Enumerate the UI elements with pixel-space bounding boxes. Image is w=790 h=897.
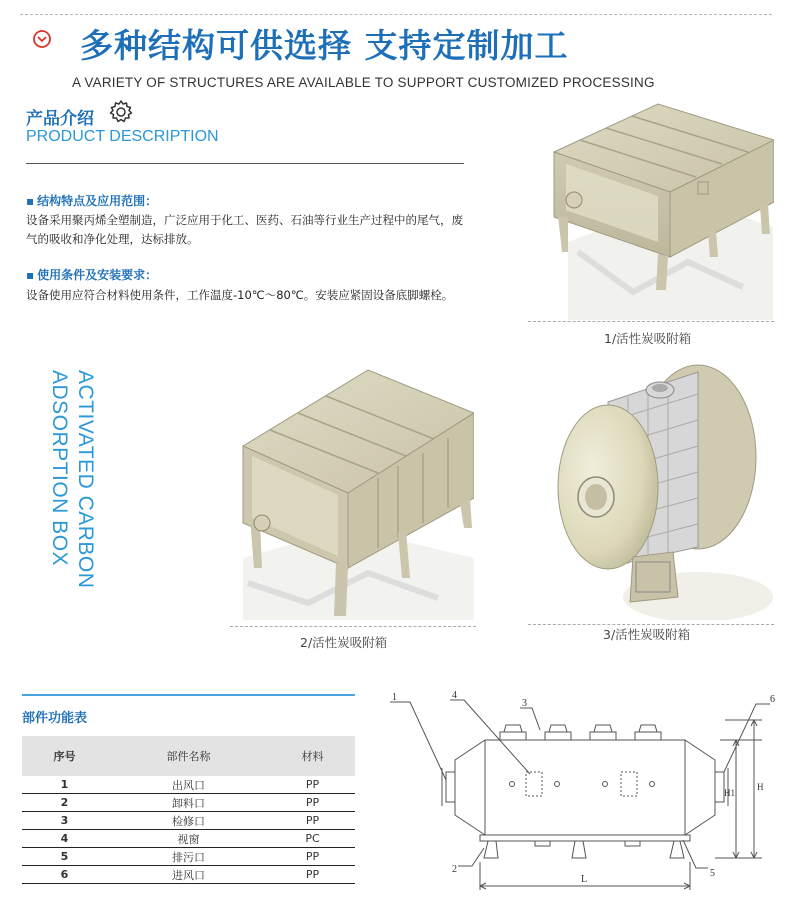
table-divider — [22, 694, 355, 696]
table-row — [22, 848, 355, 866]
caption-line-2 — [230, 626, 476, 627]
parts-table-title: 部件功能表 — [22, 711, 88, 726]
product-description-title-en: PRODUCT DESCRIPTION — [26, 128, 219, 145]
cell-material: PP — [270, 776, 355, 794]
cell-number: 3 — [22, 812, 107, 830]
cell-material: PP — [270, 848, 355, 866]
cell-part-name: 进风口 — [107, 866, 270, 884]
page-title: 多种结构可供选择 支持定制加工 — [80, 26, 569, 65]
callout-3: 3 — [522, 698, 527, 709]
divider — [26, 163, 464, 164]
callout-1: 1 — [392, 692, 397, 703]
dimension-h1-label: H1 — [724, 788, 735, 798]
cell-material: PP — [270, 812, 355, 830]
caption-product-3: 3/活性炭吸附箱 — [603, 627, 691, 642]
vertical-title-line-1: ACTIVATED CARBON — [74, 370, 97, 589]
table-row — [22, 830, 355, 848]
section-title-conditions: ▪ 使用条件及安装要求： — [26, 266, 157, 283]
top-dashed-line — [20, 14, 772, 15]
table-row — [22, 776, 355, 794]
column-header-number: 序号 — [22, 736, 107, 776]
table-row — [22, 812, 355, 830]
cell-part-name: 排污口 — [107, 848, 270, 866]
cell-material: PC — [270, 830, 355, 848]
callout-2: 2 — [452, 864, 457, 875]
product-image-1 — [538, 92, 774, 320]
section-text-structure: 设备采用聚丙烯全塑制造，广泛应用于化工、医药、石油等行业生产过程中的尾气，废气的吸收和净化处理，达标排放。 — [26, 213, 463, 246]
page-subtitle: A VARIETY OF STRUCTURES ARE AVAILABLE TO SUPPORT CUSTOMIZED PROCESSING — [72, 75, 655, 90]
gear-icon — [108, 99, 134, 125]
product-image-2 — [238, 358, 474, 620]
table-row — [22, 794, 355, 812]
chevron-down-circle-icon — [33, 30, 51, 48]
cell-number: 2 — [22, 794, 107, 812]
table-row — [22, 866, 355, 884]
column-header-part-name: 部件名称 — [107, 736, 270, 776]
callout-4: 4 — [452, 690, 457, 701]
cell-number: 6 — [22, 866, 107, 884]
dimension-h-label: H — [757, 782, 764, 792]
cell-part-name: 出风口 — [107, 776, 270, 794]
vertical-title-line-2: ADSORPTION BOX — [48, 370, 71, 567]
section-title-structure: ▪ 结构特点及应用范围： — [26, 192, 157, 209]
cell-number: 5 — [22, 848, 107, 866]
cell-number: 4 — [22, 830, 107, 848]
product-description-title-cn: 产品介绍 — [26, 109, 94, 129]
callout-5: 5 — [710, 868, 715, 879]
cell-material: PP — [270, 794, 355, 812]
cell-part-name: 检修口 — [107, 812, 270, 830]
vertical-product-title — [46, 370, 98, 588]
section-text-conditions: 设备使用应符合材料使用条件，工作温度-10℃～80℃。安装应紧固设备底脚螺栓。 — [26, 288, 454, 302]
column-header-material: 材料 — [270, 736, 355, 776]
product-image-3 — [548, 362, 774, 620]
cell-part-name: 卸料口 — [107, 794, 270, 812]
dimension-length-label: L — [581, 874, 588, 885]
caption-line-1 — [528, 321, 774, 322]
callout-6: 6 — [770, 694, 775, 705]
cell-part-name: 视窗 — [107, 830, 270, 848]
caption-product-1: 1/活性炭吸附箱 — [604, 331, 692, 346]
caption-product-2: 2/活性炭吸附箱 — [300, 635, 388, 650]
cell-number: 1 — [22, 776, 107, 794]
parts-table — [22, 736, 355, 884]
cell-material: PP — [270, 866, 355, 884]
technical-drawing — [380, 690, 780, 897]
